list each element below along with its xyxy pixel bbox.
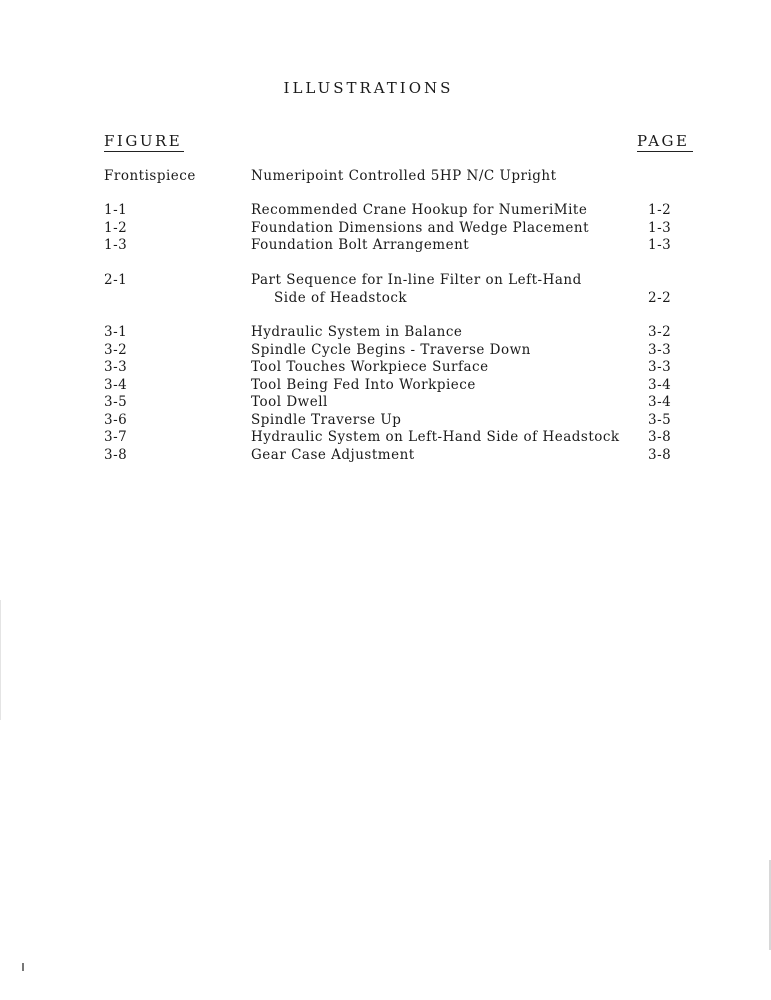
figure-number: 3-8 xyxy=(104,447,128,463)
figure-number: 3-3 xyxy=(104,359,128,375)
figure-number: 3-5 xyxy=(104,394,128,410)
page-number: 3-4 xyxy=(648,394,672,410)
scan-edge-artifact xyxy=(0,600,1,720)
figure-number: 3-1 xyxy=(104,324,128,340)
figure-number: 3-2 xyxy=(104,342,128,358)
illustration-entry xyxy=(0,447,771,464)
figure-number: 2-1 xyxy=(104,272,128,288)
illustration-entry xyxy=(0,220,771,237)
figure-number: 3-7 xyxy=(104,429,128,445)
figure-caption: Tool Touches Workpiece Surface xyxy=(251,359,489,375)
figure-caption: Spindle Traverse Up xyxy=(251,412,402,428)
illustration-entry-continuation xyxy=(0,290,771,307)
page-number: 1-3 xyxy=(648,220,672,236)
figure-caption: Tool Being Fed Into Workpiece xyxy=(251,377,476,393)
figure-column-header: FIGURE xyxy=(104,132,183,150)
figure-caption: Gear Case Adjustment xyxy=(251,447,415,463)
illustration-entry xyxy=(0,272,771,289)
figure-caption: Recommended Crane Hookup for NumeriMite xyxy=(251,202,588,218)
page-number: 1-3 xyxy=(648,237,672,253)
figure-number: 3-6 xyxy=(104,412,128,428)
page-number: 3-8 xyxy=(648,447,672,463)
page-number: 3-5 xyxy=(648,412,672,428)
figure-caption: Foundation Bolt Arrangement xyxy=(251,237,470,253)
page-header-underline xyxy=(637,151,693,152)
figure-number: Frontispiece xyxy=(104,168,196,184)
figure-caption-continuation: Side of Headstock xyxy=(274,290,408,306)
page-title: ILLUSTRATIONS xyxy=(283,79,454,97)
figure-caption: Foundation Dimensions and Wedge Placement xyxy=(251,220,590,236)
figure-caption: Hydraulic System on Left-Hand Side of Headstock xyxy=(251,429,620,445)
illustration-entry xyxy=(0,412,771,429)
figure-caption: Numeripoint Controlled 5HP N/C Upright xyxy=(251,168,557,184)
figure-caption: Spindle Cycle Begins - Traverse Down xyxy=(251,342,531,358)
illustration-entry xyxy=(0,202,771,219)
figure-number: 1-3 xyxy=(104,237,128,253)
figure-number: 3-4 xyxy=(104,377,128,393)
figure-caption: Part Sequence for In-line Filter on Left-Hand xyxy=(251,272,582,288)
illustration-entry xyxy=(0,342,771,359)
page-number: 3-8 xyxy=(648,429,672,445)
figure-header-underline xyxy=(104,151,184,152)
illustration-entry xyxy=(0,237,771,254)
figure-number: 1-1 xyxy=(104,202,128,218)
illustration-entry xyxy=(0,429,771,446)
figure-number: 1-2 xyxy=(104,220,128,236)
figure-caption: Tool Dwell xyxy=(251,394,328,410)
scan-speck xyxy=(22,963,24,971)
page-number: 2-2 xyxy=(648,290,672,306)
page-number: 3-3 xyxy=(648,359,672,375)
page-number: 1-2 xyxy=(648,202,672,218)
figure-caption: Hydraulic System in Balance xyxy=(251,324,463,340)
illustration-entry xyxy=(0,359,771,376)
page-number: 3-3 xyxy=(648,342,672,358)
page-number: 3-2 xyxy=(648,324,672,340)
illustration-entry xyxy=(0,377,771,394)
page-column-header: PAGE xyxy=(637,132,690,150)
illustration-entry xyxy=(0,324,771,341)
illustration-entry xyxy=(0,394,771,411)
page-number: 3-4 xyxy=(648,377,672,393)
illustration-entry xyxy=(0,168,771,185)
